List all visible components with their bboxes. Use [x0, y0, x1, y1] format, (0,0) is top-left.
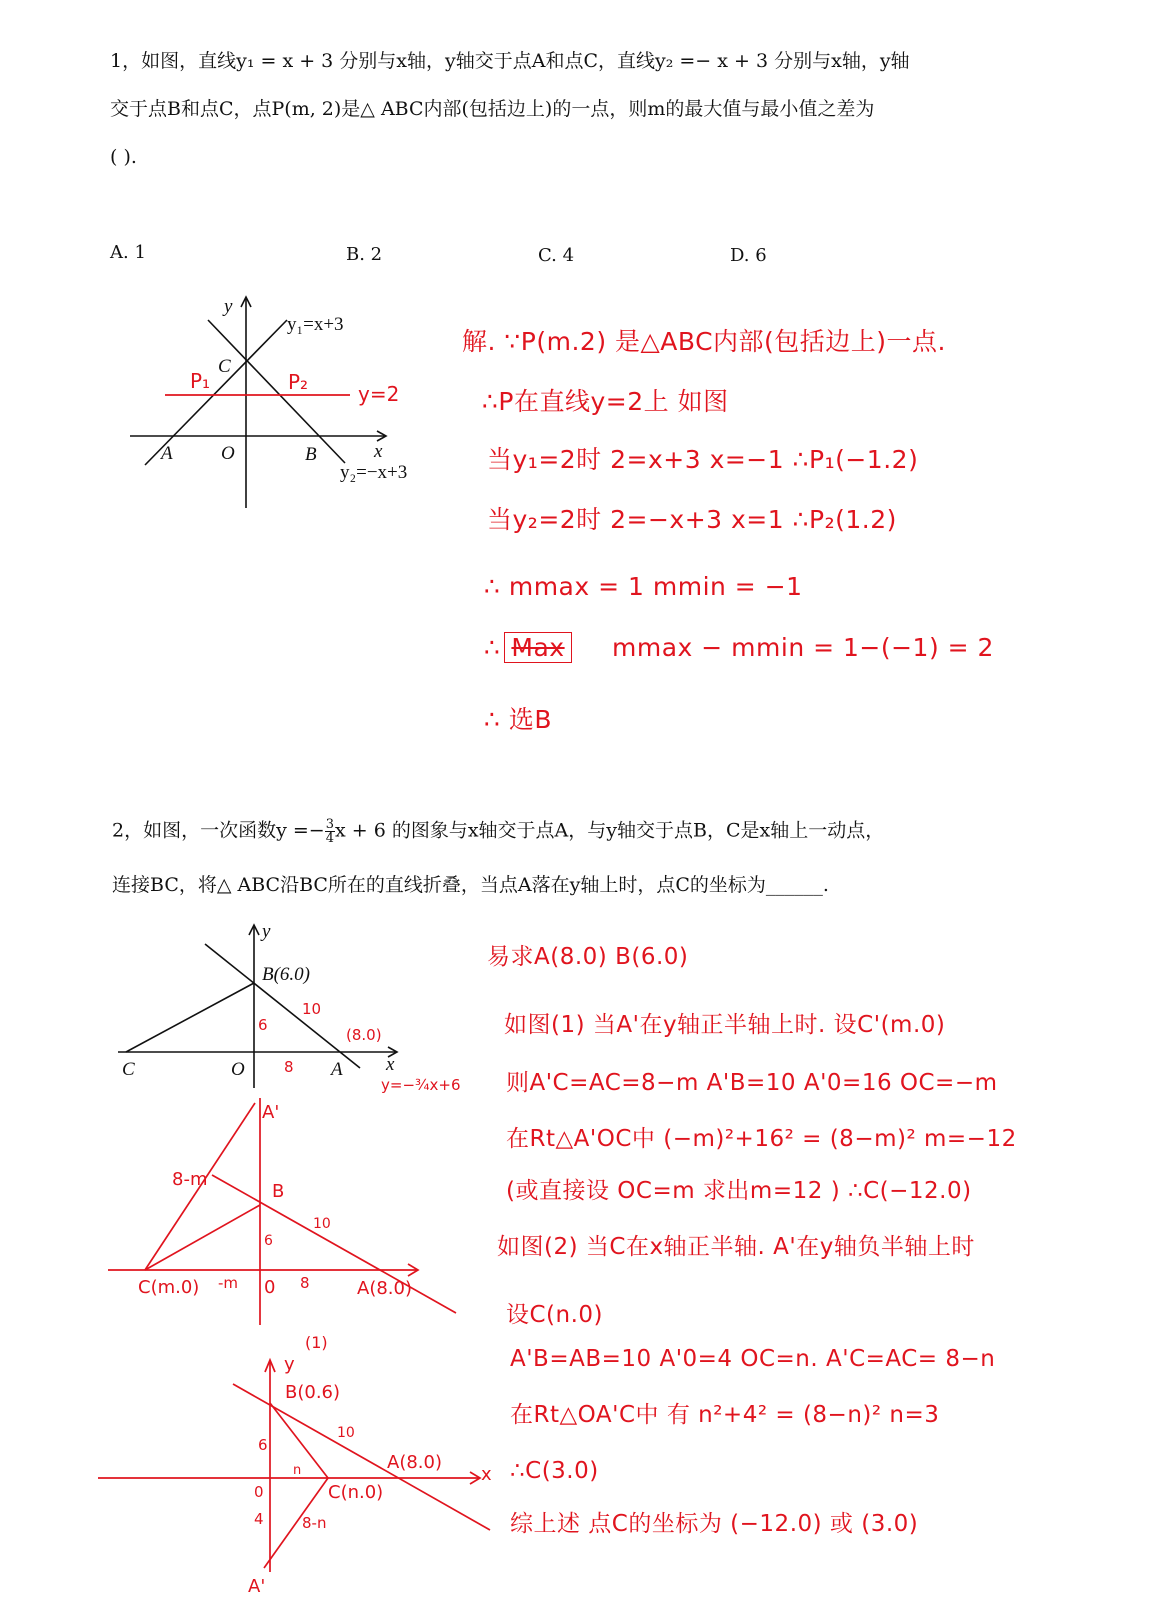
q2-fig1-a-prime: A'	[262, 1102, 280, 1123]
q1-solution-struck: ∴ Max	[484, 633, 572, 662]
q2-fig2-c: C(n.0)	[328, 1482, 384, 1503]
q2-fig1-eight-m: 8-m	[172, 1169, 208, 1190]
q1-fig-p2: P₂	[288, 370, 309, 394]
q2-fig1-b: B	[272, 1181, 285, 1202]
q2-fig-eq: y=−¾x+6	[381, 1076, 461, 1094]
q2-fig-y: y	[262, 921, 271, 942]
q1-fig-point-c: C	[218, 356, 231, 377]
q2-solution-line9: 在Rt△OA'C中 有 n²+4² = (8−n)² n=3	[510, 1402, 940, 1428]
q2-fig1-neg-m: -m	[218, 1274, 239, 1292]
q1-fig-x: x	[374, 441, 383, 462]
q2-fraction: $\frac{3}{4}$	[325, 817, 334, 846]
q1-option-b: B. 2	[346, 244, 383, 265]
q2-solution-line4: 在Rt△A'OC中 (−m)²+16² = (8−m)² m=−12	[506, 1126, 1017, 1152]
q1-text-line1: 1，如图，直线y₁ = x + 3 分别与x轴，y轴交于点A和点C，直线y₂ =− x + 3 分别与x轴，y轴	[110, 50, 910, 72]
q2-fig-b: B(6.0)	[262, 964, 311, 985]
q1-solution-line4: 当y₂=2时 2=−x+3 x=1 ∴P₂(1.2)	[487, 505, 897, 534]
q1-fig-y: y	[224, 296, 233, 317]
q2-solution-line5: (或直接设 OC=m 求出m=12 ) ∴C(−12.0)	[506, 1178, 972, 1204]
q2-fig2-x: x	[481, 1464, 492, 1485]
q2-fig2-eight-n: 8-n	[302, 1514, 327, 1532]
q2-fig-ten: 10	[302, 1000, 322, 1018]
q1-solution-line2: ∴P在直线y=2上 如图	[482, 387, 729, 416]
q2-fig2-a-prime: A'	[248, 1576, 266, 1597]
q1-option-a: A. 1	[110, 242, 146, 263]
q2-fig-eight: 8	[284, 1058, 294, 1076]
q2-solution-line8: A'B=AB=10 A'0=4 OC=n. A'C=AC= 8−n	[510, 1346, 996, 1372]
q2-solution-line10: ∴C(3.0)	[510, 1458, 599, 1484]
q1-struck-word: Max	[504, 632, 571, 663]
q2-fig2-b: B(0.6)	[285, 1382, 341, 1403]
q2-fig2-six: 6	[258, 1436, 268, 1454]
q2-fig-x: x	[386, 1054, 395, 1075]
q2-solution-line3: 则A'C=AC=8−m A'B=10 A'0=16 OC=−m	[506, 1070, 998, 1096]
q2-solution-line6: 如图(2) 当C在x轴正半轴. A'在y轴负半轴上时	[497, 1234, 975, 1260]
q1-fig-line1-label: y₁=x+3	[287, 314, 344, 335]
q2-solution-line7: 设C(n.0)	[506, 1302, 604, 1328]
q1-text-line3: ( ).	[110, 146, 137, 168]
q1-fig-line2-label: y₂=−x+3	[340, 462, 408, 483]
q1-fig-y2-label: y=2	[358, 382, 400, 406]
q2-solution-line1: 易求A(8.0) B(6.0)	[487, 944, 689, 970]
q2-fig-a-coord: (8.0)	[346, 1026, 382, 1044]
q2-fig2-a: A(8.0)	[387, 1452, 442, 1473]
q1-option-c: C. 4	[538, 245, 575, 266]
q1-fig-p1: P₁	[190, 369, 211, 393]
q1-solution-line7: ∴ 选B	[484, 705, 553, 734]
q1-solution-line1: 解. ∵P(m.2) 是△ABC内部(包括边上)一点.	[462, 327, 946, 356]
q2-fig1-a: A(8.0)	[357, 1278, 412, 1299]
q2-solution-line2: 如图(1) 当A'在y轴正半轴上时. 设C'(m.0)	[504, 1012, 946, 1038]
q1-text-line2: 交于点B和点C，点P(m, 2)是△ ABC内部(包括边上)的一点，则m的最大值与最小值之差为	[110, 98, 875, 120]
q2-fig2-label: (1)	[305, 1333, 328, 1352]
q2-fig1-zero: 0	[264, 1277, 276, 1298]
q1-solution-line5: ∴ mmax = 1 mmin = −1	[484, 572, 803, 601]
q2-fig2-zero: 0	[254, 1483, 264, 1501]
q2-fig-six: 6	[258, 1016, 268, 1034]
q2-fig-o: O	[231, 1059, 245, 1080]
q1-solution-line6: mmax − mmin = 1−(−1) = 2	[612, 633, 994, 662]
q2-fig2-y: y	[284, 1354, 295, 1375]
q1-fig-point-b: B	[305, 444, 317, 465]
q2-fig1-c: C(m.0)	[138, 1277, 200, 1298]
q2-solution-line11: 综上述 点C的坐标为 (−12.0) 或 (3.0)	[510, 1511, 919, 1537]
q2-fig2-four: 4	[254, 1510, 264, 1528]
q2-text-line2: 连接BC，将△ ABC沿BC所在的直线折叠，当点A落在y轴上时，点C的坐标为______.	[112, 874, 829, 896]
q2-fig-a: A	[331, 1059, 343, 1080]
q1-fig-point-a: A	[161, 443, 173, 464]
q1-solution-line3: 当y₁=2时 2=x+3 x=−1 ∴P₁(−1.2)	[487, 445, 919, 474]
q2-fig1-ten: 10	[313, 1216, 331, 1232]
q2-fig-c: C	[122, 1059, 135, 1080]
q2-text-line1: 2，如图，一次函数y =− $\frac{3}{4}$ x + 6 的图象与x轴交于点A，与y轴交于点B，C是x轴上一动点，	[112, 817, 885, 846]
q2-fig2-ten: 10	[337, 1425, 355, 1441]
q1-option-d: D. 6	[730, 245, 767, 266]
q2-fig1-six: 6	[264, 1233, 273, 1249]
q2-fig2-n: n	[293, 1463, 302, 1478]
q1-fig-point-o: O	[221, 443, 235, 464]
q2-fig1-eight: 8	[300, 1274, 310, 1292]
